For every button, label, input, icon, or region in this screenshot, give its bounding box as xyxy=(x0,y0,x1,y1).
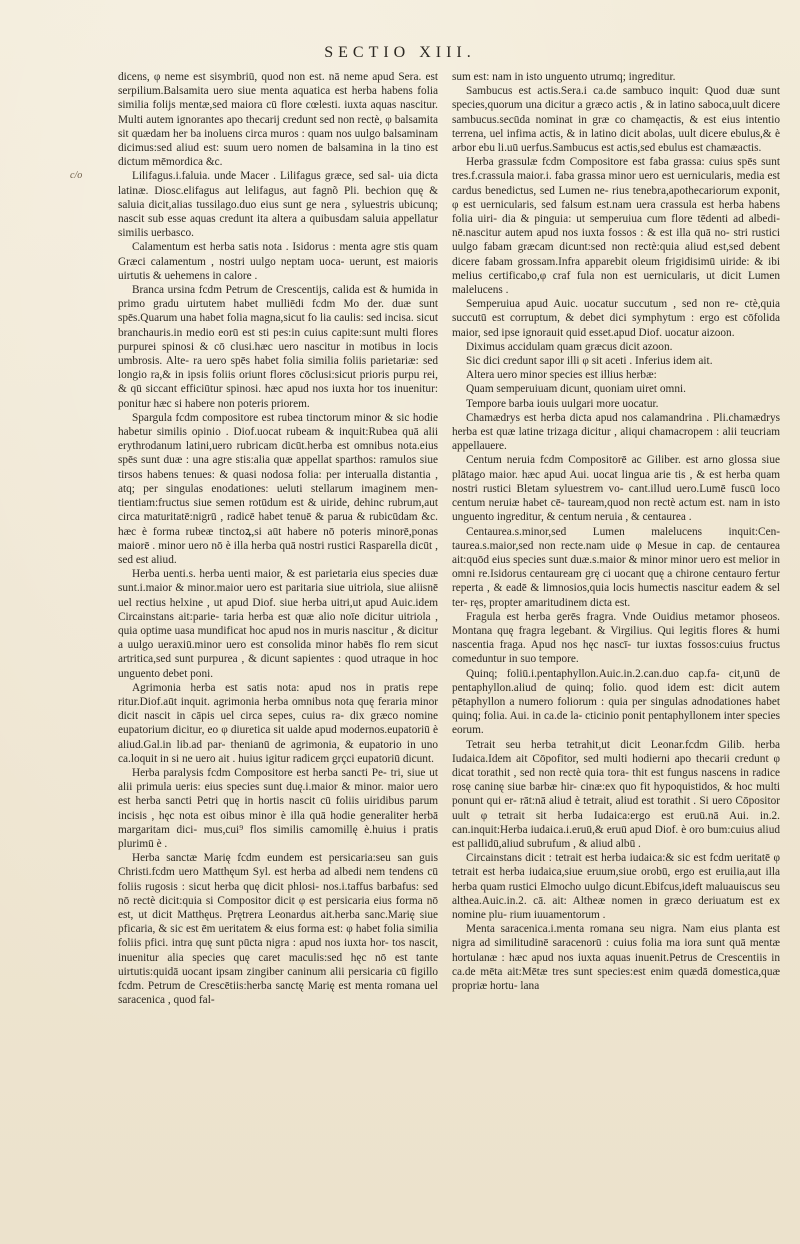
left-paragraph-6: Herba uenti.s. herba uenti maior, & est parietaria eius species duæ sunt.i.maior & minor.maior uero est paritaria siue uitriola, siue aliisnē uel rectius helxine , ut apud Diof. siue herba uitri,ut apud Auic.idem Circainstans ait:parie- taria herba est quæ alio noīe dicitur uitriola , quia optime uasa mundificat hoc apud nos in muris nascitur , & dicitur a uulgo ueraxiū.minor uero est consolida minor habēs flo rem sicut artritica,sed sunt purpurea , & dicunt sapientes : quod utraque in hoc unguento debet poni. xyxy=(118,568,438,680)
right-verse-3: Altera uero minor species est illius herbæ: xyxy=(466,369,657,382)
right-paragraph-10: Tetrait seu herba tetrahit,ut dicit Leonar.fcdm Gilib. herba Iudaica.Idem ait Cōpofitor, sed multi hodierni apo thecarii credunt φ dicat torathit , sed non rectè quia tora- thit est fungus nascens in radice rosę caninę siue barbæ hir- cinæ:ex quo fit hypoquistidos, & hoc multi ponunt qui er- rāt:nā aliud è tetrait, aliud est torathit . Si uero Cōpositor uult φ tetrait sit herba Iudaica:ergo est eruū.nā Aui. in.2. can.inquit:Herba iudaica.i.eruū,& eruū apud Diof. è oro bum:cuius aliud est pallidū,aliud subrufum , & aliud albū . xyxy=(452,738,780,850)
right-paragraph-5: Chamædrys est herba dicta apud nos calamandrina . Pli.chamædrys herba est quæ latine trizaga dicitur , aliqui chamacropem : alii teucriam appellauere. xyxy=(452,411,780,453)
right-paragraph-9: Quinq; foliū.i.pentaphyllon.Auic.in.2.can.duo cap.fa- cit,unū de pentaphyllon.aliud de quinq; folio. quod idem est: dicit autem pētaphyllon a numero foliorum : quia per singulas adnodationes habet quinq; folia. Aui. in ca.de la- cticinio ponit pentaphyllonem inter species eorum. xyxy=(452,667,780,737)
running-head: SECTIO XIII. xyxy=(324,44,476,61)
right-paragraph-6: Centum neruia fcdm Compositorē ac Giliber. est arno glossa siue plātago maior. hæc apud Aui. uocat lingua arie tis , & est herba quam nostri rustici Bletam syluestrem vo- cant.illud uero.Lumē fuscū loco centum neruiæ habet cē- tauream,quod non rectè actum est. nam in isto unguento ingreditur, & centum neruia , & centaurea . xyxy=(452,454,780,524)
right-verse-4: Quam semperuiuam dicunt, quoniam uiret omni. xyxy=(466,383,686,396)
left-column xyxy=(118,70,438,1007)
margin-annotation: c/o xyxy=(70,170,83,181)
right-paragraph-4: Semperuiua apud Auic. uocatur succutum , sed non re- ctè,quia succutū est corruptum, & debet dici symphytum : ergo est cōfolida maior, sed ipse ignorauit quid esset.apud Diof. uocatur aizoon. xyxy=(452,298,780,339)
left-paragraph-2: Lilifagus.i.faluia. unde Macer . Lilifagus græce, sed sal- uia dicta latinæ. Diosc.elifagus aut lelifagus, aut fagnõ Pli. bechion quę & saluia dicit,alias tussilago.duo eius sunt ge nera , syluestris ubicunq; nascit sub esse aquas credunt ita altera a quibusdam saluia appellatur similis uerbasco. xyxy=(118,170,438,240)
left-paragraph-5: Spargula fcdm compositore est rubea tinctorum minor & sic hodie habetur similis opinio . Diof.uocat rubeam & inquit:Rubea quā alii erythrodanum latini,uero rubricam dicūt.herba est omnibus nota.eius spēs sunt duæ : una agre stis:alia quæ appellat sparthos: ramulos siue tirsos habens tenues: & quasi nodosa folia: per interualla distantia , atq; per singulas enodationes: ueluti stellarum imaginem men- tientiam:fructus siue semen rotūdum est & uiride, dehinc rubrum,aut circa maturitatē:nigrū , radicē habet tenuē & parua & rubicūdam &c. hæc è forma rubeæ tinctoꝝ,si aūt habere nō poteris minorē,ponas maiorē . minor uero nō è illa herba quā nostri rustici Rasparella dicūt , sed est aliud. xyxy=(118,411,438,566)
left-paragraph-8: Herba paralysis fcdm Compositore est herba sancti Pe- tri, siue ut alii primula ueris: eius species sunt duę.i.maior & minor. maior uero est herba sancti Petri quę in hortis nascit cū foliis uiridibus parum incisis , hęc nota est oibus minor è illa quā hodie generaliter herbā margaritam dici- mus,cui⁹ flos similis camomillę è.huius i pratis plurimū è . xyxy=(118,766,438,850)
right-paragraph-2: Sambucus est actis.Sera.i ca.de sambuco inquit: Quod duæ sunt species,quorum una dicitur a græco actis , & in latino saboca,uult dicere sambucus.secūda nominat in græ co chamęactis, & est eius intentio terrena, uel infima actis, & in latino dicit abolas, uult dicere ebulus,& è arbor ebu li.uū uerfus.Sambucus est actis,sed ebulus est chamæactis. xyxy=(452,85,780,155)
right-paragraph-7: Centaurea.s.minor,sed Lumen malelucens inquit:Cen- taurea.s.maior,sed non recte.nam uide φ Mesue in cap. de centaurea ait:quōd eius species sunt duæ.s.maior & minor minor uero est melior in omni re.Isidorus centauream grę ci uocant quę a chirone centauro fertur reperta , & eadē & limnosios,quia locis humectis nascitur eadem & sel ter- ręs, propter amaritudinem dicta est. xyxy=(452,525,780,609)
right-paragraph-8: Fragula est herba gerēs fragra. Vnde Ouidius metamor phoseos. Montana quę fragra legebant. & Virgilius. Qui legitis flores & humi nascentia fraga. Apud nos hęc nascī- tur iuxtas fossos:cuius fructus comeduntur in suo tempore. xyxy=(452,610,780,666)
right-paragraph-11: Circainstans dicit : tetrait est herba iudaica:& sic est fcdm ueritatē φ tetrait est herba iudaica,siue eruum,siue orobū, ergo est eruilia,aut illa herba quam rustici Elmocho uulgo dicunt.Ebifcus,ideft maluauiscus seu althea.Auic.in.2. cā. ait: Altheæ nomen in græco deriuatum est ex nomine plu- rium iuuamentorum . xyxy=(452,852,780,921)
right-column xyxy=(452,70,780,993)
left-paragraph-7: Agrimonia herba est satis nota: apud nos in pratis repe ritur.Diof.aūt inquit. agrimonia herba omnibus nota quę feraria minor dicit nascit in cāpis uel circa sepes, cuius ra- dix græco nomine eupatorium dicitur, eo φ diuretica sit ualde apud modernos.eupatoriū è aliud.Gal.in lib.ad par- thenianū de agrimonia, & eupatorio in uno ca.loquit in si ne uero ait . huius igitur radicem grçci eupatoriū dicunt. xyxy=(118,681,438,765)
left-paragraph-3: Calamentum est herba satis nota . Isidorus : menta agre stis quam Græci calamentum , nostri uulgo neptam uoca- uerunt, est maioris uirtutis & uehemens in calore . xyxy=(118,241,438,282)
right-paragraph-1: sum est: nam in isto unguento utrumq; ingreditur. xyxy=(452,71,676,83)
left-paragraph-4: Branca ursina fcdm Petrum de Crescentijs, calida est & humida in primo gradu uirtutem habet mulliēdi fcdm Mo der. duæ sunt spēs.Quarum una habet folia magna,sicut fo lia caulis: sed incisa. sicut branchauris.in medio eorū est sti pes:in cuius capite:sunt multi flores purpurei spinosi & cō clusi.hæc uero nascitur in motibus in locis umbrosis. Alte- ra uero spēs habet folia similia foliis parietariæ: sed longio ra,& in ipsis foliis oriunt flores cōclusi:sicut prioris purpu rei, & qū siccant efficiūtur spinosi. hæc apud nos iuxta hor tos inuenitur: ponitur hæc si habere non poteris priorem. xyxy=(118,284,438,410)
left-paragraph-1: dicens, φ neme est sisymbriū, quod non est. nā neme apud Sera. est serpilium.Balsamita uero siue menta aquatica est herba habens folia similia folijs mentæ,sed maiora cū flore cœlesti. iuxta aquas nascitur. Multi autem ignorantes apo thecarij credunt sed non rectè, φ balsamita sit quædam her ba inoluens circa muros : quam nos uulgo balsaminam dicimus:sed aliud est: suum uero nomen de balsamina in la tino est dictum mēmordica &c. xyxy=(118,71,438,169)
right-paragraph-3: Herba grassulæ fcdm Compositore est faba grassa: cuius spēs sunt tres.f.crassula maior.i. faba grassa minor uero est uernicularis, media est cardus benedictus, sed Lumen ne- rius tenebra,apothecariorum exponit, φ est uernicularis, sed falsum est.nam uera crassula est herba habens folia uiri- dia & pinguia: ut semperuiua cum flore tēdenti ad albedi- nē.nascitur autem apud nos iuxta fossos : & est illa quā no- stri rustici uulgo fabam græcam dicunt:sed non rectè:quia aliud est,sed debent dicere fabam grossam.Infra apparebit oleum frigidisimū uiride: & ibi melius certificabo,φ craf fula non est uernicularis, ut dicit Lumen malelucens . xyxy=(452,156,780,297)
left-paragraph-9: Herba sanctæ Marię fcdm eundem est persicaria:seu san guis Christi.fcdm uero Matthęum Syl. est herba ad albedi nem tendens cū foliis rugosis : sicut herba quę dicit phlosi- nos.i.taffus barbafus: sed nō rectè dicit:quia si Compositor dicit φ est persicaria eius forma nō est, ut dicit Matthęus. Prętrera Leonardus ait.herba sanc.Marię siue pficaria, & sic est ēm ueritatem & eius forma est: φ habet folia similia foliis pfici. intra quę sunt pūcta nigra : apud nos iuxta hor- tos nascit, inuenitur alia species quę caret maculis:sed hęc nō est tante uirtutis:quidā uocant ipsam zingiber caninum alii persicaria cū figillo fcdm. Petrum de Crescētiis:herba sanctę Marię est menta romana uel saracenica , quod fal- xyxy=(118,852,438,1007)
right-paragraph-12: Menta saracenica.i.menta romana seu nigra. Nam eius planta est nigra ad similitudinē saracenorū : cuius folia ma iora sunt quā mentæ hortulanæ : hæc apud nos iuxta aquas inuenit.Petrus de Crescentiis in ca.de mēta ait:Mētæ tres sunt species:est enim quædā domestica,quæ propriæ hortu- lana xyxy=(452,923,780,992)
right-verse-1: Diximus accidulam quam græcus dicit azoon. xyxy=(466,340,673,353)
right-verse-2: Sic dici credunt sapor illi φ sit aceti . Inferius idem ait. xyxy=(466,355,713,368)
right-verse-5: Tempore barba iouis uulgari more uocatur. xyxy=(466,397,659,410)
